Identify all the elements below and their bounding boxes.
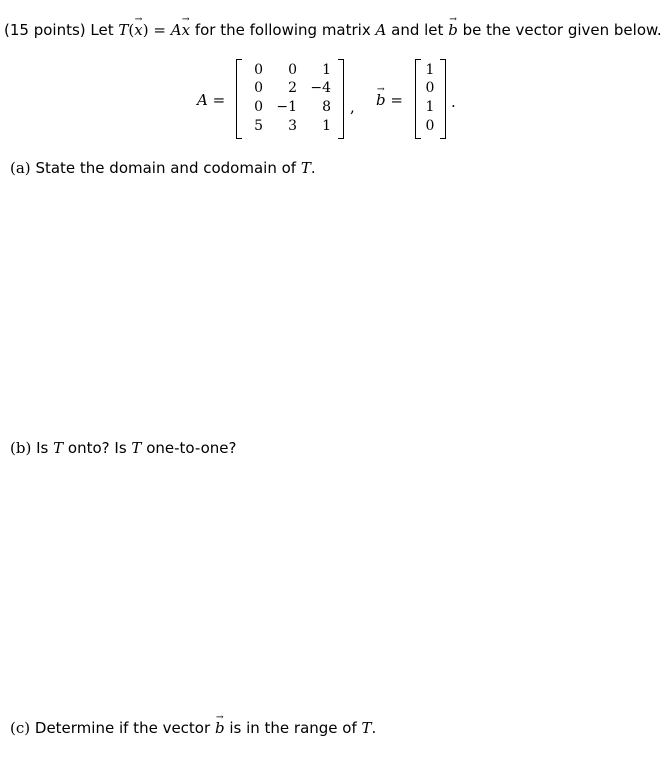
matrix-a-cell: 0 (254, 80, 263, 96)
vector-b (415, 59, 446, 139)
part-a-label: (a) (10, 159, 31, 177)
matrix-a-cell: −1 (276, 99, 297, 115)
part-c-math-2: T (361, 719, 372, 737)
matrix-a-cell: 3 (288, 118, 297, 134)
part-b-math-2: T (131, 439, 142, 457)
vector-period: . (451, 93, 456, 111)
part-c-math: → b (215, 719, 225, 737)
part-b-text-2: onto? Is (67, 439, 127, 457)
part-a: (a) State the domain and codomain of T. (10, 159, 316, 177)
vector-b-label-symbol: → b (376, 91, 386, 109)
vector-b-label: → b = (376, 91, 403, 109)
matrix-a-cell: 0 (288, 62, 297, 78)
vector-b-entry: 1 (425, 99, 435, 115)
matrix-a-label: A = (197, 91, 226, 109)
vector-x-symbol-2: → x (182, 21, 190, 39)
equals-sign: = (153, 21, 166, 39)
matrix-a (236, 59, 344, 139)
matrix-comma: , (350, 98, 355, 116)
part-c-label: (c) (10, 719, 31, 737)
matrix-a-cell: 2 (288, 80, 297, 96)
part-c-text: Determine if the vector (34, 719, 211, 737)
part-c-text-2: is in the range of (229, 719, 357, 737)
matrix-symbol: A (170, 21, 182, 39)
vector-b-entry: 1 (425, 62, 435, 78)
part-a-math: T (300, 159, 311, 177)
part-b-label: (b) (10, 439, 32, 457)
vector-b-entry: 0 (425, 80, 435, 96)
transform-symbol: T (118, 21, 129, 39)
statement-for: for the following matrix (194, 21, 371, 39)
part-a-text: State the domain and codomain of (35, 159, 297, 177)
matrix-a-cell: −4 (310, 80, 331, 96)
problem-statement: (15 points) Let T(→ x) = A→ x for the following matrix A and let → b be the vector given below. (4, 21, 662, 39)
matrix-symbol-2: A (375, 21, 387, 39)
matrix-a-cell: 1 (322, 118, 331, 134)
vector-b-symbol: → b (448, 21, 458, 39)
matrix-a-cell: 1 (322, 62, 331, 78)
matrix-a-cell: 5 (254, 118, 263, 134)
statement-and-let: and let (391, 21, 444, 39)
matrix-a-cell: 0 (254, 62, 263, 78)
matrix-a-cell: 8 (322, 99, 331, 115)
matrix-a-cell: 0 (254, 99, 263, 115)
vector-b-entry: 0 (425, 118, 435, 134)
part-c: (c) Determine if the vector → b is in the range of T. (10, 719, 376, 737)
statement-let: Let (90, 21, 114, 39)
statement-vector: be the vector given below. (462, 21, 662, 39)
points-label: (15 points) (4, 21, 86, 39)
part-b (10, 439, 236, 457)
part-b-math: T (53, 439, 64, 457)
part-b-text-3: one-to-one? (146, 439, 237, 457)
vector-x-symbol: → x (134, 21, 142, 39)
part-b-text: Is (36, 439, 49, 457)
